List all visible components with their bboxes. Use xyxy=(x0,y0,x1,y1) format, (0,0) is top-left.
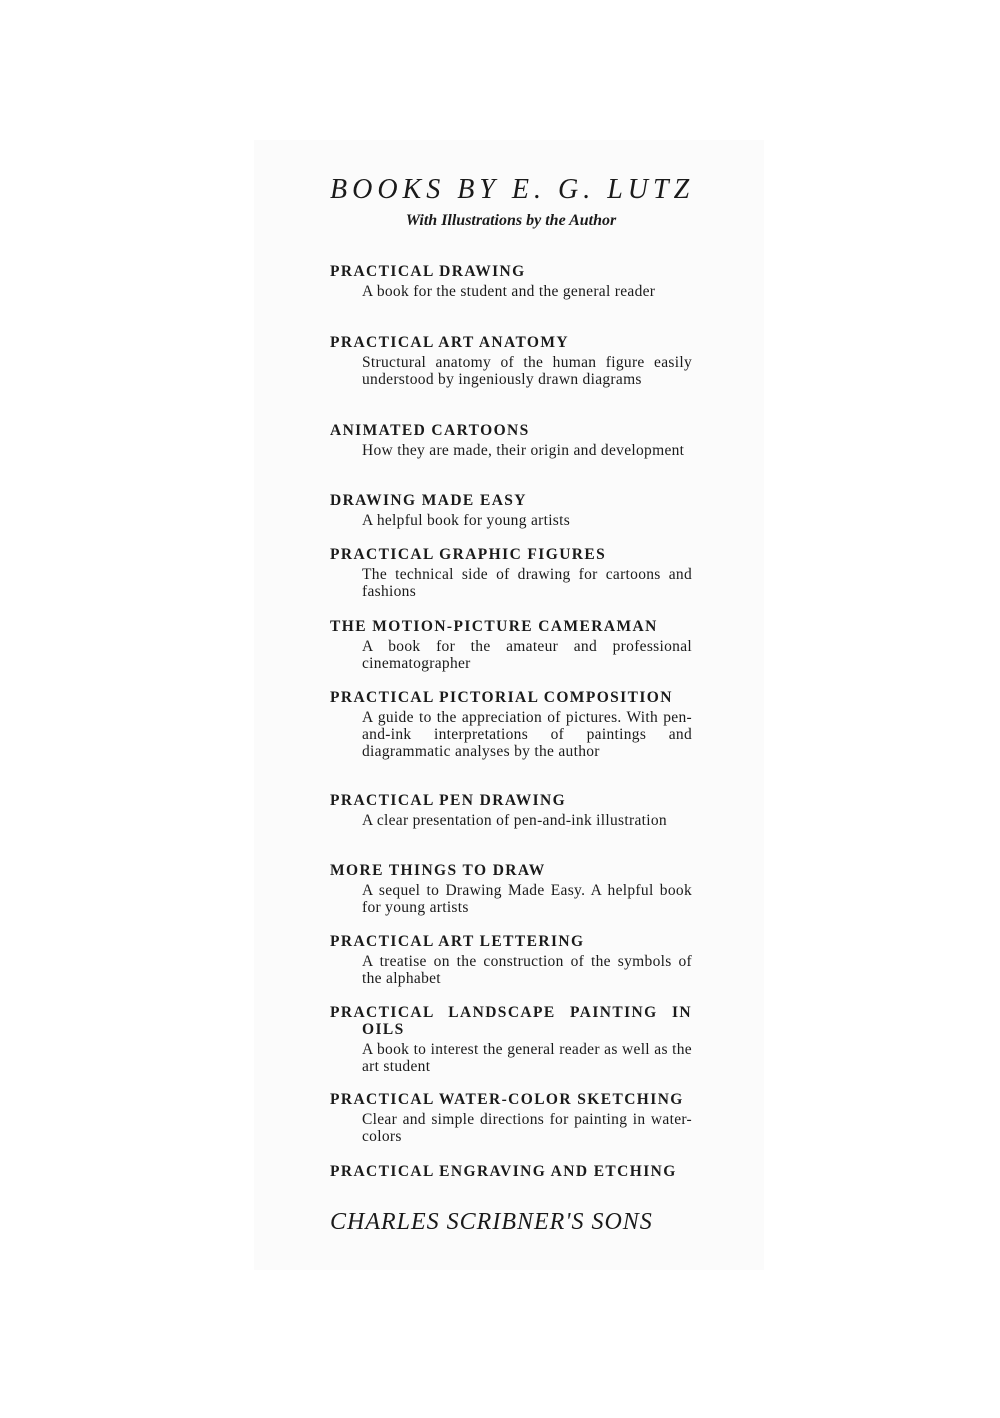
book-title: PRACTICAL DRAWING xyxy=(330,263,526,280)
book-title: DRAWING MADE EASY xyxy=(330,492,527,509)
book-entry-practical-pictorial-composition xyxy=(330,689,692,760)
book-title: PRACTICAL ENGRAVING AND ETCHING xyxy=(330,1163,677,1180)
book-title: ANIMATED CARTOONS xyxy=(330,422,530,439)
book-description: How they are made, their origin and development xyxy=(362,442,685,459)
book-description: A book for the amateur and professional cinematographer xyxy=(362,638,692,672)
book-description: A helpful book for young artists xyxy=(362,512,571,529)
book-entry-practical-landscape-painting xyxy=(330,1004,692,1076)
book-title: PRACTICAL GRAPHIC FIGURES xyxy=(330,546,607,563)
book-description: A sequel to Drawing Made Easy. A helpful book for young artists xyxy=(362,882,692,916)
book-title-line-2: OILS xyxy=(362,1021,405,1038)
book-title: PRACTICAL PICTORIAL COMPOSITION xyxy=(330,689,673,706)
book-description: Clear and simple directions for painting in water-colors xyxy=(362,1111,692,1145)
page-title: BOOKS BY E. G. LUTZ xyxy=(330,174,695,205)
book-entry-practical-graphic-figures xyxy=(330,546,692,601)
publisher-name: CHARLES SCRIBNER'S SONS xyxy=(330,1209,653,1235)
book-entry-practical-drawing xyxy=(330,263,692,301)
book-entry-motion-picture-cameraman xyxy=(330,618,692,673)
book-title: PRACTICAL PEN DRAWING xyxy=(330,792,567,809)
book-entry-practical-engraving-and-etching xyxy=(330,1163,692,1180)
book-title: THE MOTION-PICTURE CAMERAMAN xyxy=(330,618,658,635)
book-description: The technical side of drawing for cartoons and fashions xyxy=(362,566,692,600)
page-subtitle: With Illustrations by the Author xyxy=(405,212,617,229)
book-title: PRACTICAL ART LETTERING xyxy=(330,933,585,950)
book-entry-more-things-to-draw xyxy=(330,862,692,917)
book-entry-animated-cartoons xyxy=(330,422,692,460)
book-description: Structural anatomy of the human figure easily understood by ingeniously drawn diagrams xyxy=(362,354,692,388)
book-title-line-1: PRACTICAL LANDSCAPE PAINTING IN xyxy=(330,1004,692,1021)
book-title xyxy=(330,1004,692,1038)
book-entry-practical-pen-drawing xyxy=(330,792,692,830)
book-description: A book to interest the general reader as well as the art student xyxy=(362,1041,692,1075)
book-description: A clear presentation of pen-and-ink illustration xyxy=(362,812,667,829)
book-entry-practical-art-lettering xyxy=(330,933,692,988)
book-description: A treatise on the construction of the symbols of the alphabet xyxy=(362,953,692,987)
book-description: A guide to the appreciation of pictures. With pen-and-ink interpretations of paintings and diagrammatic analyses by the author xyxy=(362,709,692,760)
book-entry-drawing-made-easy xyxy=(330,492,692,530)
book-entry-practical-water-color-sketching xyxy=(330,1091,692,1146)
book-title: MORE THINGS TO DRAW xyxy=(330,862,546,879)
book-title: PRACTICAL WATER-COLOR SKETCHING xyxy=(330,1091,684,1108)
book-title: PRACTICAL ART ANATOMY xyxy=(330,334,569,351)
book-entry-practical-art-anatomy xyxy=(330,334,692,389)
book-description: A book for the student and the general reader xyxy=(362,283,656,300)
